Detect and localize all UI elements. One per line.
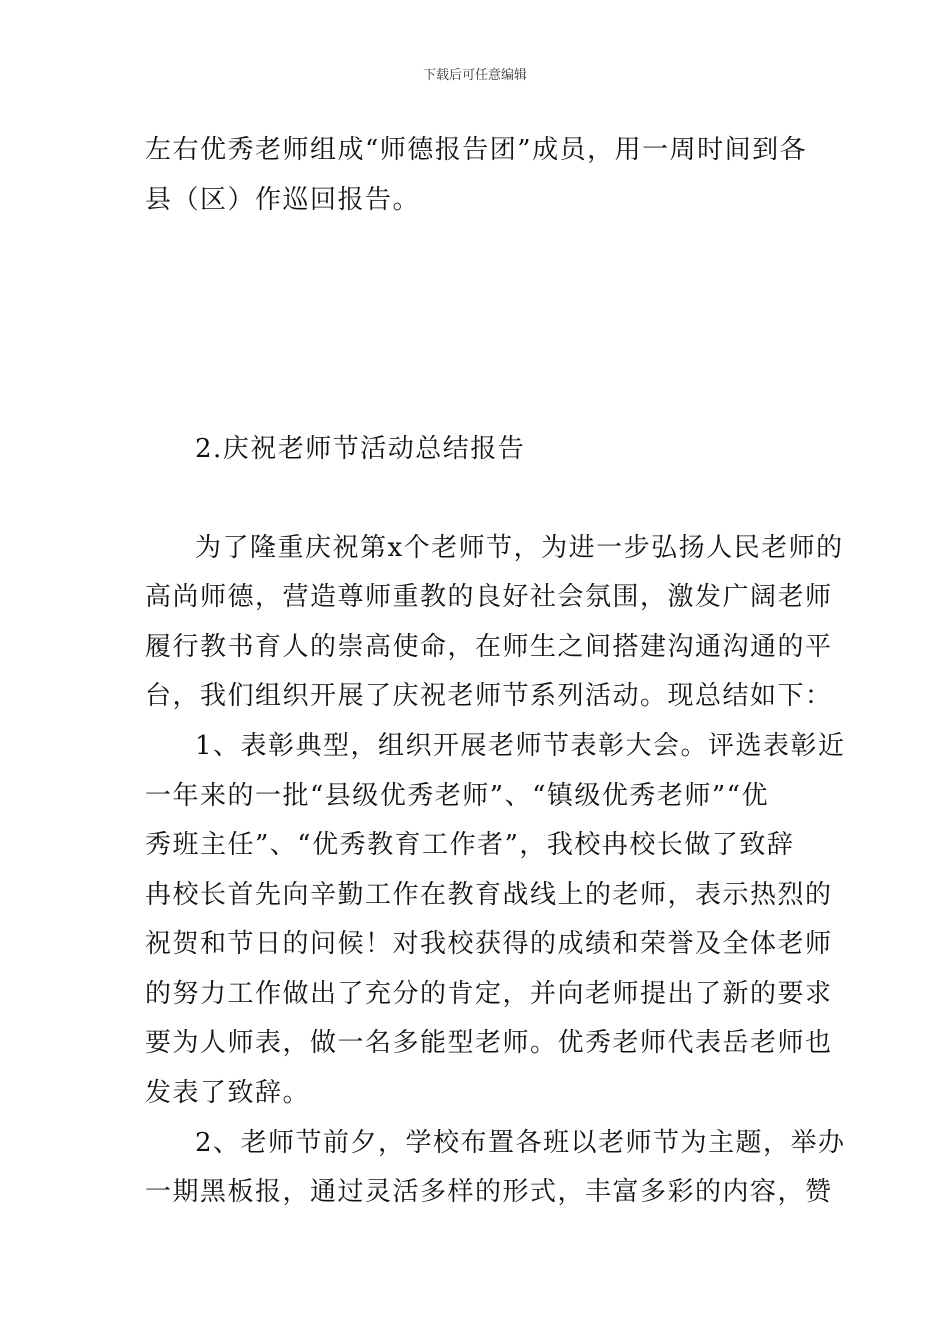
paragraph-line: 履行教书育人的崇高使命，在师生之间搭建沟通沟通的平: [145, 632, 833, 662]
paragraph-line: 县（区）作巡回报告。: [145, 185, 421, 215]
paragraph-line: 的努力工作做出了充分的肯定，并向老师提出了新的要求: [145, 979, 833, 1009]
paragraph-line: 祝贺和节日的问候！对我校获得的成绩和荣誉及全体老师: [145, 929, 833, 959]
paragraph-line: 一期黑板报，通过灵活多样的形式，丰富多彩的内容，赞: [145, 1177, 833, 1207]
paragraph-line: 2、老师节前夕，学校布置各班以老师节为主题，举办: [195, 1128, 846, 1158]
paragraph-line: 左右优秀老师组成“师德报告团”成员，用一周时间到各: [145, 135, 808, 165]
paragraph-line: 秀班主任”、“优秀教育工作者”，我校冉校长做了致辞: [145, 830, 795, 860]
paragraph-line: 要为人师表，做一名多能型老师。优秀老师代表岳老师也: [145, 1028, 833, 1058]
paragraph-line: 台，我们组织开展了庆祝老师节系列活动。现总结如下：: [145, 681, 833, 711]
section-heading: 2.庆祝老师节活动总结报告: [195, 434, 526, 464]
header-note: 下载后可任意编辑: [422, 68, 527, 83]
paragraph-line: 一年来的一批“县级优秀老师”、“镇级优秀老师”“优: [145, 781, 769, 811]
paragraph-line: 1、表彰典型，组织开展老师节表彰大会。评选表彰近: [195, 731, 846, 761]
paragraph-line: 为了隆重庆祝第x个老师节，为进一步弘扬人民老师的: [195, 533, 844, 563]
paragraph-line: 高尚师德，营造尊师重教的良好社会氛围，激发广阔老师: [145, 582, 833, 612]
paragraph-line: 发表了致辞。: [145, 1078, 311, 1108]
paragraph-line: 冉校长首先向辛勤工作在教育战线上的老师，表示热烈的: [145, 880, 833, 910]
